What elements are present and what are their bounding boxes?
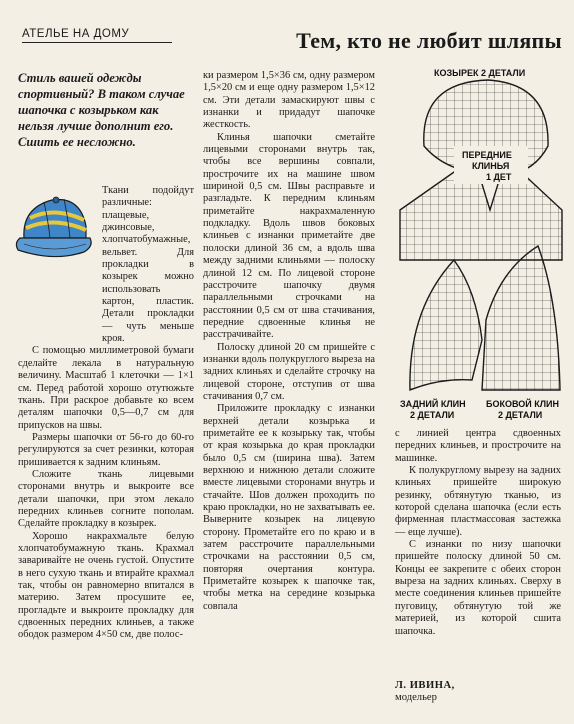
paragraph: с линией центра сдвоенных передних клиньев, и прострочите на машинке. (395, 428, 561, 464)
author-role: модельер (395, 692, 437, 703)
column-3 (395, 428, 561, 638)
column-1 (18, 185, 194, 642)
paragraph: С изнанки по низу шапочки пришейте полоску длиной 50 см. Концы ее закрепите с обеих сторон выреза на задних клиньях. Сверху в месте соединения клиньев пришейте пуговицу, обтянутую той же материей, из которой сшита шапочка. (395, 539, 561, 637)
visor-label: КОЗЫРЕК 2 ДЕТАЛИ (434, 68, 526, 78)
article-lead: Стиль вашей одежды спортивный? В таком случае шапочка с козырьком как нельзя лучше дополнит его. Сшить ее несложно. (18, 71, 185, 149)
front-panels-label: КЛИНЬЯ (472, 161, 510, 171)
back-panel-piece (410, 260, 482, 390)
column-2 (203, 70, 375, 613)
back-panel-label: ЗАДНИЙ КЛИН (400, 399, 466, 409)
author-signature (395, 680, 555, 704)
paragraph: Сложите ткань лицевыми сторонами внутрь и выкроите все детали шапочки, при этом лекало передних клиньев согните пополам. Сделайте прокладку в козырек. (18, 468, 194, 530)
paragraph: ки размером 1,5×36 см, одну размером 1,5×20 см и еще одну размером 1,5×12 см. Эти детали замаскируют швы с изнанки и придадут шапочке жесткость. (203, 70, 375, 131)
side-panel-piece (482, 246, 560, 390)
paragraph: Полоску длиной 20 см пришейте с изнанки вдоль полукруглого выреза на задних клиньях и сделайте строчку на лицевой стороне, отступив от шва стачивания 0,7 см. (203, 341, 375, 402)
paragraph: Ткани подойдут различные: плащевые, джинсовые, хлопчатобумажные, вельвет. Для прокладки в козырек можно использовать картон, пластик. Детали прокладки — чуть меньше кроя. (102, 185, 194, 345)
pattern-diagram (390, 60, 566, 426)
side-panel-label: 2 ДЕТАЛИ (498, 410, 543, 420)
side-panel-label: БОКОВОЙ КЛИН (486, 399, 559, 409)
section-label: АТЕЛЬЕ НА ДОМУ (22, 28, 172, 43)
paragraph: Хорошо накрахмальте белую хлопчатобумажную ткань. Крахмал заваривайте не очень густой. Опустите в него сухую ткань и втирайте крахмал так, чтобы он равномерно впитался в материю. Затем просушите ее, прогладьте и выкроите прокладку для сдвоенных передних клиньев, а также ободок размером 4×50 см, две полос- (18, 530, 194, 641)
paragraph: С помощью миллиметровой бумаги сделайте лекала в натуральную величину. Масштаб 1 клеточки — 1×1 см. Перед работой хорошо отутюжьте ткань. При раскрое добавьте ко всем деталям шапочки 0,5—0,7 см для припусков на швы. (18, 345, 194, 431)
paragraph: Приложите прокладку с изнанки верхней детали козырька и приметайте ее к козырьку так, чтобы от края козырька до края прокладки было 0,5 см (ширина шва). Затем верхнюю и нижнюю детали сложите вместе лицевыми сторонами внутрь и стачайте. Шов должен проходить по краю прокладки, но не захватывать ее. Выверните козырек на лицевую сторону. Прометайте его по краю и в затем расстрочите параллельными строчками на расстоянии 0,5 см, повторяя очертания контура. Приметайте козырек к шапочке так, чтобы метка на середине козырька совпала (203, 403, 375, 612)
front-panels-label: ПЕРЕДНИЕ (462, 150, 512, 160)
article-headline: Тем, кто не любит шляпы (296, 28, 562, 53)
paragraph: К полукруглому вырезу на задних клиньях пришейте широкую резинку, обтянутую тканью, из которой сделана шапочка (если есть фирменная пластмассовая застежка — еще лучше). (395, 465, 561, 538)
author-name: Л. ИВИНА, (395, 680, 455, 691)
paragraph: Размеры шапочки от 56-го до 60-го регулируются за счет резинки, которая пришивается к задним клиньям. (18, 431, 194, 468)
back-panel-label: 2 ДЕТАЛИ (410, 410, 455, 420)
front-panels-label: 1 ДЕТ (486, 172, 512, 182)
paragraph: Клинья шапочки сметайте лицевыми сторонами внутрь так, чтобы все вершины совпали, прострочите их на машине швом шириной 0,5 см. Швы расправьте и разгладьте. К передним клиньям приметайте накрахмаленную подкладку. Вдоль швов боковых клиньев с изнанки приметайте две полоски длиной 36 см, а вдоль шва между задними клиньями — полоску длиной 12 см. По лицевой стороне расстрочите шапочку двумя параллельными строчками на расстоянии 0,5 см от шва стачивания, передние сдвоенные клинья не расстрачивайте. (203, 131, 375, 341)
